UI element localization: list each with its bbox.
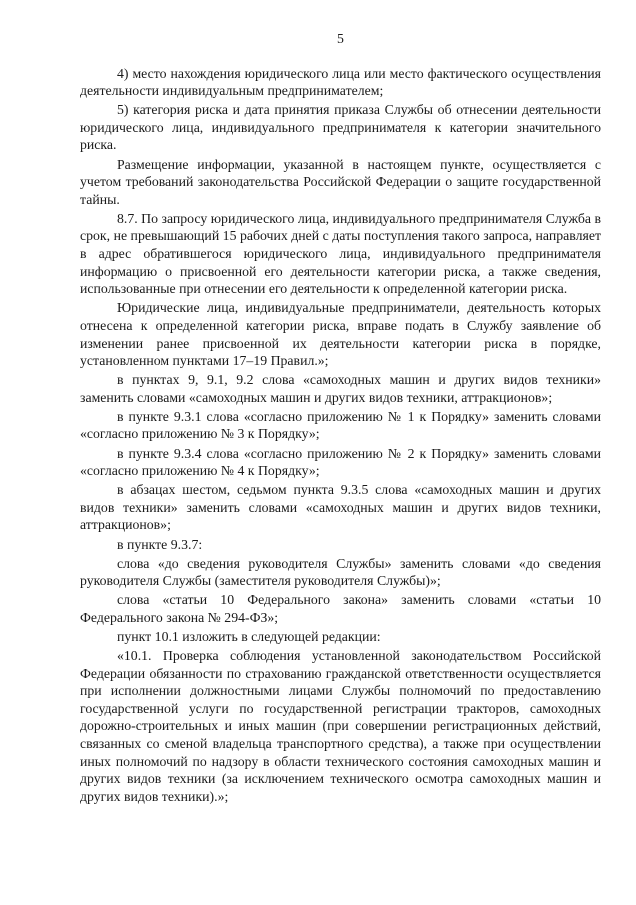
paragraph: «10.1. Проверка соблюдения установленной законодательством Российской Федерации обязанности по страхованию гражданской ответственности осуществляется при исполнении должностными лицами Службы полномочий по предоставлению государственной услуги по государственной регистрации тракторов, самоходных дорожно-строительных и иных машин (при совершении регистрационных действий, связанных со сменой владельца транспортного средства), а также при осуществлении иных полномочий по надзору в области технического состояния самоходных машин и других видов техники (за исключением технического осмотра самоходных машин и других видов техники).»; [80,648,601,804]
paragraph: 4) место нахождения юридического лица или место фактического осуществления деятельности индивидуальным предпринимателем; [80,65,601,99]
page-number: 5 [337,31,344,46]
document-page [80,30,601,807]
paragraph: 5) категория риска и дата принятия приказа Службы об отнесении деятельности юридического лица, индивидуального предпринимателя к категории значительного риска. [80,102,601,153]
paragraph: слова «до сведения руководителя Службы» заменить словами «до сведения руководителя Службы (заместителя руководителя Службы)»; [80,555,601,589]
paragraph: в пункте 9.3.1 слова «согласно приложению № 1 к Порядку» заменить словами «согласно приложению № 3 к Порядку»; [80,408,601,442]
paragraph: Юридические лица, индивидуальные предприниматели, деятельность которых отнесена к определенной категории риска, вправе подать в Службу заявление об изменении ранее присвоенной их деятельности категории риска в порядке, установленном пунктами 17–19 Правил.»; [80,300,601,369]
paragraph: в пункте 9.3.4 слова «согласно приложению № 2 к Порядку» заменить словами «согласно приложению № 4 к Порядку»; [80,445,601,479]
paragraph: в пунктах 9, 9.1, 9.2 слова «самоходных машин и других видов техники» заменить словами «самоходных машин и других видов техники, аттракционов»; [80,372,601,405]
paragraph: Размещение информации, указанной в настоящем пункте, осуществляется с учетом требований законодательства Российской Федерации о защите государственной тайны. [80,156,601,207]
paragraph: пункт 10.1 изложить в следующей редакции: [117,629,381,644]
paragraph: в абзацах шестом, седьмом пункта 9.3.5 слова «самоходных машин и других видов техники» заменить словами «самоходных машин и других видов техники, аттракционов»; [80,482,601,533]
paragraph: в пункте 9.3.7: [117,536,203,552]
paragraph: слова «статьи 10 Федерального закона» заменить словами «статьи 10 Федерального закона № 294-ФЗ»; [80,592,601,625]
paragraph: 8.7. По запросу юридического лица, индивидуального предпринимателя Служба в срок, не превышающий 15 рабочих дней с даты поступления такого запроса, направляет в адрес обратившегося юридического лица, индивидуального предпринимателя информацию о присвоенной его деятельности категории риска, а также сведения, использованные при отнесении его деятельности к определенной категории риска. [80,210,601,297]
